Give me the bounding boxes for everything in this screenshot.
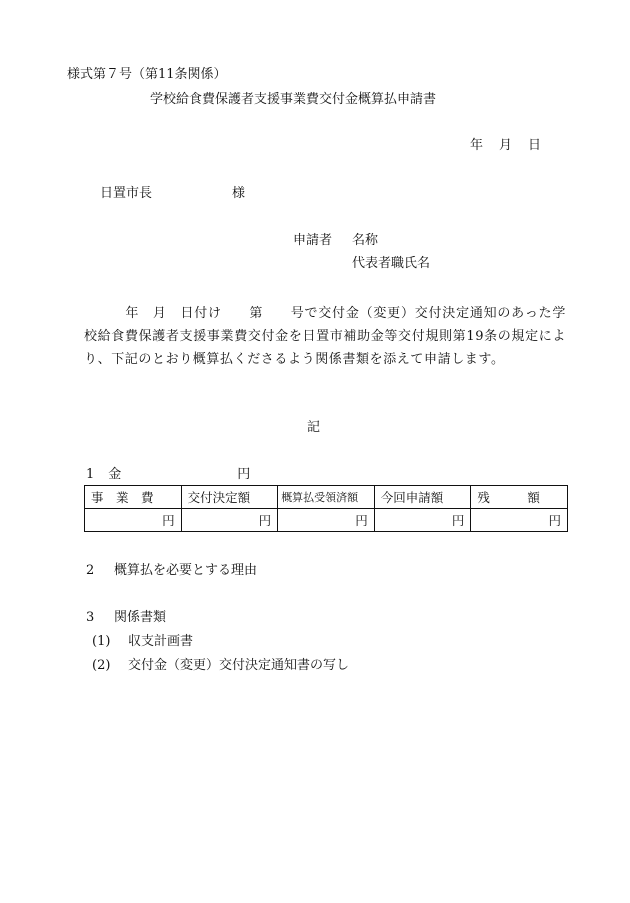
applicant-name-label: 名称 xyxy=(352,233,379,248)
cell-current-request: 円 xyxy=(374,509,471,532)
header-project-cost: 事 業 費 xyxy=(85,486,182,509)
item-1-number: 1 xyxy=(86,467,95,482)
item-2-reason xyxy=(86,563,257,579)
table-header-row xyxy=(85,486,568,509)
document-item xyxy=(92,658,349,674)
item-1-yen: 円 xyxy=(237,467,251,482)
document-title: 学校給食費保護者支援事業費交付金概算払申請書 xyxy=(150,92,437,107)
document-item-label: 収支計画書 xyxy=(128,634,194,649)
document-item xyxy=(92,634,193,650)
date-day: 日 xyxy=(528,138,542,153)
item-1-label: 金 xyxy=(108,467,122,482)
cell-project-cost: 円 xyxy=(85,509,182,532)
document-item-number: (2) xyxy=(92,658,111,673)
document-item-label: 交付金（変更）交付決定通知書の写し xyxy=(128,658,350,673)
representative-label: 代表者職氏名 xyxy=(352,256,431,271)
item-3-label: 関係書類 xyxy=(114,610,167,625)
body-paragraph: 年 月 日付け 第 号で交付金（変更）交付決定通知のあった学校給食費保護者支援事業費交付金を日置市補助金等交付規則第19条の規定により、下記のとおり概算払くださるよう関係書類を添えて申請します。 xyxy=(84,306,566,367)
table-row xyxy=(85,509,568,532)
addressee xyxy=(100,186,245,202)
cell-grant-decision: 円 xyxy=(181,509,278,532)
header-current-request: 今回申請額 xyxy=(374,486,471,509)
date-month: 月 xyxy=(499,138,513,153)
item-2-number: 2 xyxy=(86,563,95,578)
cell-balance: 円 xyxy=(471,509,568,532)
header-grant-decision: 交付決定額 xyxy=(181,486,278,509)
item-2-label: 概算払を必要とする理由 xyxy=(114,563,258,578)
ki-heading: 記 xyxy=(307,420,321,435)
applicant-label: 申請者 xyxy=(293,233,333,248)
date-year: 年 xyxy=(470,138,484,153)
header-received: 概算払受領済額 xyxy=(278,486,375,509)
cell-received: 円 xyxy=(278,509,375,532)
form-number: 様式第７号（第11条関係） xyxy=(67,67,227,82)
amounts-table xyxy=(84,485,568,532)
header-balance: 残 額 xyxy=(471,486,568,509)
item-1-amount xyxy=(86,467,250,483)
item-3-number: 3 xyxy=(86,610,95,625)
document-item-number: (1) xyxy=(92,634,111,649)
item-3-documents xyxy=(86,610,166,626)
date-line xyxy=(470,138,541,154)
addressee-name: 日置市長 xyxy=(100,186,153,201)
addressee-honorific: 様 xyxy=(232,186,246,201)
